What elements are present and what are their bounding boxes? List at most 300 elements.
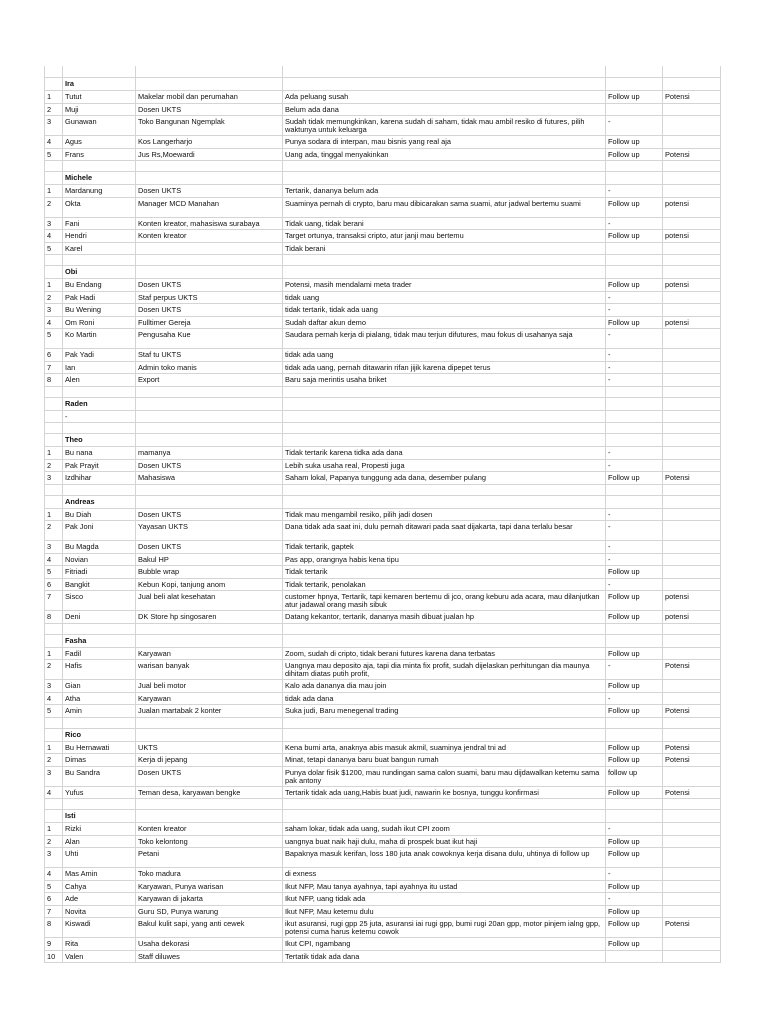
cell-note: Kalo ada dananya dia mau join: [285, 681, 387, 690]
cell-status: -: [608, 522, 611, 531]
cell-potential: [662, 648, 720, 660]
cell-potential: [662, 509, 720, 521]
cell-no: [44, 411, 62, 423]
cell-name: Bu Wening: [65, 305, 102, 314]
cell-name: Ko Martin: [65, 330, 97, 339]
table-row: [44, 279, 720, 292]
table-row: [44, 149, 720, 162]
table-row: [44, 660, 720, 680]
cell-note: Ikut NFP, uang tidak ada: [285, 894, 366, 903]
cell-job: warisan banyak: [138, 661, 190, 670]
table-row: [44, 742, 720, 755]
empty-row: [44, 255, 720, 266]
table-row: [44, 554, 720, 567]
spreadsheet-table: [44, 66, 720, 963]
cell-status: Follow up: [608, 881, 640, 891]
cell-job: Bubble wrap: [138, 567, 180, 576]
cell-potential: [662, 680, 720, 692]
cell-potential: Potensi: [665, 787, 690, 797]
cell-potential: Potensi: [665, 149, 690, 159]
cell-note: customer hpnya, Tertarik, tapi kemaren bertemu di jco, orang keburu ada acara, mau dilanjutkan atur jadawal orang masih sibuk: [285, 592, 600, 610]
cell-potential: [662, 447, 720, 459]
cell-job: Karyawan: [138, 693, 171, 703]
cell-name: Pak Hadi: [65, 292, 95, 302]
cell-job: Guru SD, Punya warung: [138, 906, 219, 916]
cell-name: Bu Sandra: [65, 767, 100, 777]
cell-note: Tidak tertarik, penolakan: [285, 579, 366, 589]
cell-job: Karyawan, Punya warisan: [138, 881, 224, 891]
cell-note: Uangnya mau deposito aja, tapi dia minta fix profit, sudah dijelaskan perhitungan dia maunya dihitam diatas putih profit,: [285, 661, 590, 679]
cell-no: 7: [47, 362, 52, 372]
table-row: [44, 836, 720, 849]
cell-potential: [662, 292, 720, 304]
cell-note: Tidak tertarik karena tidka ada dana: [285, 448, 403, 457]
cell-status: Follow up: [608, 149, 640, 159]
cell-status: Follow up: [608, 787, 640, 797]
cell-job: Export: [138, 375, 160, 384]
empty-row: [44, 66, 720, 78]
cell-no: 3: [47, 542, 52, 551]
section-header-row: [44, 810, 720, 823]
cell-no: 5: [47, 330, 52, 339]
table-row: [44, 472, 720, 485]
cell-status: Follow up: [608, 849, 640, 858]
cell-note: Suka judi, Baru menegenal trading: [285, 706, 399, 715]
empty-row: [44, 718, 720, 729]
cell-status: Follow up: [608, 231, 640, 240]
cell-note: Punya dolar fisik $1200, mau rundingan sama calon suami, baru mau dijdawalkan ketemu sama pak antony: [285, 767, 600, 785]
cell-status: -: [608, 509, 611, 519]
cell-note: tidak ada dana: [285, 693, 334, 703]
cell-note: Zoom, sudah di cripto, tidak berani futures karena dana terbatas: [285, 648, 495, 658]
cell-job: Dosen UKTS: [138, 305, 182, 314]
cell-no: 4: [47, 787, 52, 797]
cell-name: Ade: [65, 894, 79, 903]
section-header-row: [44, 266, 720, 279]
cell-status: Follow up: [608, 592, 640, 601]
cell-no: 1: [47, 280, 52, 289]
grid-line: [282, 66, 283, 963]
cell-potential: potensi: [665, 231, 689, 240]
cell-job: Teman desa, karyawan bengke: [138, 787, 241, 797]
table-row: [44, 705, 720, 718]
cell-name: Frans: [65, 149, 84, 159]
cell-job: Usaha dekorasi: [138, 939, 190, 948]
cell-potential: [662, 848, 720, 867]
cell-note: Bapaknya masuk kerifan, loss 180 juta anak cowoknya kerja disana dulu, uhtinya di follow up: [285, 849, 590, 858]
cell-potential: potensi: [665, 280, 689, 289]
cell-no: 6: [47, 579, 52, 589]
table-row: [44, 648, 720, 661]
cell-name: Rita: [65, 939, 79, 948]
section-name: Isti: [65, 811, 76, 820]
table-row: [44, 868, 720, 881]
cell-name: Alan: [65, 836, 80, 846]
cell-name: Pak Yadi: [65, 350, 94, 359]
table-row: [44, 230, 720, 243]
table-row: [44, 767, 720, 787]
cell-no: 7: [47, 906, 52, 916]
section-name: Michele: [65, 173, 93, 182]
cell-status: Follow up: [608, 906, 640, 916]
cell-job: mamanya: [138, 448, 171, 457]
cell-no: 2: [47, 198, 52, 208]
cell-status: -: [608, 824, 611, 833]
cell-status: Follow up: [608, 92, 640, 101]
section-header-row: [44, 398, 720, 411]
table-row: [44, 91, 720, 104]
cell-note: Lebih suka usaha real, Propesti juga: [285, 460, 405, 470]
cell-note: tidak tertarik, tidak ada uang: [285, 305, 378, 314]
cell-note: Minat, tetapi dananya baru buat bangun rumah: [285, 755, 439, 764]
cell-no: 6: [47, 894, 52, 903]
empty-row: [44, 624, 720, 635]
cell-name: Om Roni: [65, 317, 95, 327]
table-row: [44, 787, 720, 800]
cell-note: Sudah daftar akun demo: [285, 317, 366, 327]
cell-no: 2: [47, 292, 52, 302]
table-row: [44, 541, 720, 554]
cell-note: Tidak uang, tidak berani: [285, 218, 364, 228]
cell-name: Yufus: [65, 787, 84, 797]
table-row: [44, 292, 720, 305]
cell-job: Makelar mobil dan perumahan: [138, 92, 238, 101]
cell-potential: Potensi: [665, 473, 690, 482]
cell-name: Bu nana: [65, 448, 93, 457]
cell-name: Bu Diah: [65, 509, 92, 519]
cell-no: 3: [47, 767, 52, 777]
cell-name: Tutut: [65, 92, 82, 101]
cell-name: Hendri: [65, 231, 87, 240]
cell-note: Saudara pernah kerja di pialang, tidak mau terjun difutures, mau fokus di usahanya saja: [285, 330, 573, 339]
cell-job: Toko Bangunan Ngemplak: [138, 117, 225, 126]
cell-name: Karel: [65, 243, 83, 253]
cell-job: Kerja di jepang: [138, 755, 188, 764]
cell-job: Mahasiswa: [138, 473, 175, 482]
table-row: [44, 893, 720, 906]
cell-potential: [662, 185, 720, 197]
cell-note: Belum ada dana: [285, 104, 339, 114]
cell-name: Ian: [65, 362, 76, 372]
cell-name: Bangkit: [65, 579, 90, 589]
cell-potential: potensi: [665, 198, 689, 208]
cell-name: Valen: [65, 951, 84, 961]
cell-potential: [662, 541, 720, 553]
cell-potential: [662, 554, 720, 566]
cell-name: Deni: [65, 612, 81, 621]
cell-status: -: [608, 218, 611, 228]
grid-line: [720, 66, 721, 963]
cell-potential: [662, 304, 720, 316]
cell-note: Uang ada, tinggal menyakinkan: [285, 149, 389, 159]
cell-note: Target ortunya, transaksi cripto, atur janji mau bertemu: [285, 231, 464, 240]
cell-no: 3: [47, 218, 52, 228]
cell-note: Ikut NFP, Mau ketemu dulu: [285, 906, 374, 916]
cell-potential: [662, 951, 720, 963]
cell-no: 2: [47, 522, 52, 531]
table-row: [44, 304, 720, 317]
table-row: [44, 848, 720, 868]
table-row: [44, 116, 720, 136]
cell-no: 1: [47, 824, 52, 833]
cell-potential: [662, 521, 720, 540]
section-name: Andreas: [65, 496, 95, 506]
cell-status: Follow up: [608, 755, 640, 764]
table-row: [44, 938, 720, 951]
table-row: [44, 951, 720, 964]
cell-status: Follow up: [608, 473, 640, 482]
table-row: [44, 566, 720, 579]
cell-job: Admin toko manis: [138, 362, 197, 372]
cell-no: 2: [47, 836, 52, 846]
cell-job: Karyawan di jakarta: [138, 894, 203, 903]
cell-job: Staf perpus UKTS: [138, 292, 198, 302]
cell-name: Mas Amin: [65, 869, 98, 878]
cell-job: Fulltimer Gereja: [138, 317, 191, 327]
cell-potential: [662, 836, 720, 848]
table-row: [44, 136, 720, 149]
cell-note: saham lokar, tidak ada uang, sudah ikut CPI zoom: [285, 824, 450, 833]
grid-line: [662, 66, 663, 963]
cell-no: 8: [47, 919, 52, 928]
cell-note: Tidak tertarik: [285, 567, 328, 576]
empty-row: [44, 799, 720, 810]
cell-status: [605, 243, 662, 255]
table-row: [44, 329, 720, 349]
cell-status: Follow up: [608, 681, 640, 690]
cell-no: 10: [47, 951, 56, 961]
cell-job: Bakul kulit sapi, yang anti cewek: [138, 919, 245, 928]
cell-name: Sisco: [65, 592, 84, 601]
cell-job: Jual beli motor: [138, 681, 187, 690]
cell-status: [605, 104, 662, 116]
cell-no: 1: [47, 186, 52, 195]
cell-status: -: [608, 869, 611, 878]
table-row: [44, 591, 720, 611]
cell-note: Sudah tidak memungkinkan, karena sudah di saham, tidak mau ambil resiko di futures, pilih waktunya untuk keluarga: [285, 117, 585, 135]
cell-no: 8: [47, 612, 52, 621]
cell-name: Alen: [65, 375, 80, 384]
table-row: [44, 243, 720, 256]
cell-job: DK Store hp singosaren: [138, 612, 217, 621]
cell-name: Amin: [65, 706, 82, 715]
cell-no: 8: [47, 375, 52, 384]
cell-no: 2: [47, 755, 52, 764]
cell-note: ikut asuransi, rugi gpp 25 juta, asuransi iai rugi gpp, bumi rugi 20an gpp, motor pinjem ialng gpp, potensi cuma harus ketemu cowok: [285, 919, 601, 937]
cell-note: uangnya buat naik haji dulu, maha di prospek buat ikut haji: [285, 836, 478, 846]
cell-job: Konten kreator: [138, 231, 187, 240]
table-row: [44, 218, 720, 231]
cell-no: 4: [47, 137, 52, 146]
cell-name: Gunawan: [65, 117, 97, 126]
cell-status: -: [608, 350, 611, 359]
cell-potential: [662, 104, 720, 116]
table-row: [44, 362, 720, 375]
cell-name: Gian: [65, 681, 81, 690]
cell-status: Follow up: [608, 567, 640, 576]
table-row: [44, 906, 720, 919]
cell-name: Izdhihar: [65, 473, 92, 482]
cell-name: Agus: [65, 137, 82, 146]
cell-name: Rizki: [65, 824, 82, 833]
cell-status: -: [608, 186, 611, 195]
cell-status: -: [608, 542, 611, 551]
cell-job: Dosen UKTS: [138, 509, 182, 519]
cell-potential: [662, 566, 720, 578]
cell-potential: [662, 136, 720, 148]
section-header-row: [44, 496, 720, 509]
cell-no: 5: [47, 567, 52, 576]
cell-status: -: [608, 579, 611, 589]
cell-name: Kiswadi: [65, 919, 91, 928]
cell-name: Bu Magda: [65, 542, 99, 551]
cell-job: Jus Rs,Moewardi: [138, 149, 195, 159]
table-row: [44, 198, 720, 218]
cell-potential: [662, 893, 720, 905]
cell-status: -: [608, 330, 611, 339]
cell-status: -: [608, 305, 611, 314]
cell-no: 3: [47, 305, 52, 314]
cell-note: tidak uang: [285, 292, 320, 302]
cell-potential: [662, 349, 720, 361]
cell-job: [135, 411, 282, 423]
table-row: [44, 823, 720, 836]
cell-no: 3: [47, 117, 52, 126]
table-row: [44, 509, 720, 522]
section-name: Theo: [65, 435, 83, 444]
cell-status: Follow up: [608, 648, 640, 658]
cell-no: 3: [47, 849, 52, 858]
cell-no: 6: [47, 350, 52, 359]
cell-job: Staff diluwes: [138, 951, 180, 961]
cell-name: Novita: [65, 906, 86, 916]
cell-job: Jual beli alat kesehatan: [138, 592, 216, 601]
cell-potential: Potensi: [665, 742, 690, 752]
cell-status: -: [608, 117, 611, 126]
cell-potential: [662, 374, 720, 386]
cell-job: Konten kreator, mahasiswa surabaya: [138, 218, 260, 228]
cell-no: 3: [47, 473, 52, 482]
cell-note: Ada peluang susah: [285, 92, 349, 101]
cell-name: Fani: [65, 218, 80, 228]
grid-line: [62, 66, 63, 963]
cell-job: Staf tu UKTS: [138, 350, 182, 359]
cell-status: -: [608, 693, 611, 703]
cell-potential: [662, 823, 720, 835]
cell-note: Baru saja merintis usaha briket: [285, 375, 387, 384]
cell-note: Dana tidak ada saat ini, dulu pernah ditawari pada saat dijakarta, tapi dana terlalu besar: [285, 522, 573, 531]
cell-no: 5: [47, 243, 52, 253]
cell-no: 1: [47, 448, 52, 457]
cell-name: Uhti: [65, 849, 79, 858]
cell-note: tidak ada uang, pernah ditawarin rifan jijik karena dipepet terus: [285, 362, 491, 372]
cell-note: Potensi, masih mendalami meta trader: [285, 280, 412, 289]
cell-status: -: [608, 554, 611, 564]
cell-no: 9: [47, 939, 52, 948]
table-row: [44, 411, 720, 424]
section-header-row: [44, 172, 720, 185]
cell-job: Pengusaha Kue: [138, 330, 191, 339]
cell-no: 5: [47, 706, 52, 715]
cell-name: Novian: [65, 554, 89, 564]
cell-potential: [662, 693, 720, 705]
table-row: [44, 521, 720, 541]
table-row: [44, 460, 720, 473]
cell-job: Bakul HP: [138, 554, 169, 564]
cell-note: Kena bumi arta, anaknya abis masuk akmil, suaminya jendral tni ad: [285, 742, 507, 752]
cell-note: Punya sodara di interpan, mau bisnis yang real aja: [285, 137, 451, 146]
cell-no: 4: [47, 317, 52, 327]
cell-status: Follow up: [608, 919, 640, 928]
cell-job: Petani: [138, 849, 159, 858]
table-row: [44, 349, 720, 362]
cell-note: [282, 411, 605, 423]
cell-no: 2: [47, 104, 52, 114]
cell-potential: potensi: [665, 317, 689, 327]
cell-status: Follow up: [608, 317, 640, 327]
cell-potential: [662, 116, 720, 135]
cell-job: Jualan martabak 2 konter: [138, 706, 222, 715]
cell-status: Follow up: [608, 612, 640, 621]
table-row: [44, 185, 720, 198]
cell-job: [135, 243, 282, 255]
cell-job: Toko madura: [138, 869, 181, 878]
cell-status: Follow up: [608, 742, 640, 752]
cell-note: tidak ada uang: [285, 350, 334, 359]
table-row: [44, 317, 720, 330]
cell-status: -: [608, 362, 611, 372]
cell-job: Konten kreator: [138, 824, 187, 833]
cell-status: -: [608, 661, 611, 670]
section-name: Raden: [65, 398, 88, 408]
cell-name: Muji: [65, 104, 79, 114]
cell-name: Pak Prayit: [65, 460, 99, 470]
cell-note: Tidak mau mengambil resiko, pilih jadi dosen: [285, 509, 433, 519]
cell-note: Saham lokal, Papanya tunggung ada dana, desember pulang: [285, 473, 486, 482]
cell-job: Kos Langerharjo: [138, 137, 193, 146]
cell-job: UKTS: [138, 742, 158, 752]
table-row: [44, 104, 720, 117]
cell-note: Suaminya pernah di crypto, baru mau dibicarakan sama suami, atur jadwal bertemu suami: [285, 198, 581, 208]
cell-status: Follow up: [608, 706, 640, 715]
section-header-row: [44, 78, 720, 91]
cell-note: Tidak berani: [285, 243, 326, 253]
cell-note: Tertarik tidak ada uang,Habis buat judi, nawarin ke bosnya, tunggu konfirmasi: [285, 787, 539, 797]
cell-status: Follow up: [608, 137, 640, 146]
table-row: [44, 374, 720, 387]
cell-no: 4: [47, 231, 52, 240]
cell-potential: Potensi: [665, 661, 690, 670]
cell-potential: Potensi: [665, 919, 690, 928]
cell-status: -: [608, 894, 611, 903]
section-name: Ira: [65, 79, 75, 88]
cell-potential: [662, 243, 720, 255]
cell-status: -: [608, 375, 611, 384]
cell-no: 1: [47, 648, 52, 658]
cell-name: Dimas: [65, 755, 86, 764]
cell-no: 5: [47, 881, 52, 891]
cell-no: 3: [47, 681, 52, 690]
cell-potential: [662, 218, 720, 230]
cell-name: Mardanung: [65, 186, 103, 195]
cell-note: Tidak tertarik, gaptek: [285, 542, 354, 551]
cell-name: Fadil: [65, 648, 82, 658]
cell-job: Dosen UKTS: [138, 460, 182, 470]
cell-potential: Potensi: [665, 92, 690, 101]
cell-status: -: [608, 460, 611, 470]
table-row: [44, 680, 720, 693]
section-name: Obi: [65, 267, 78, 276]
